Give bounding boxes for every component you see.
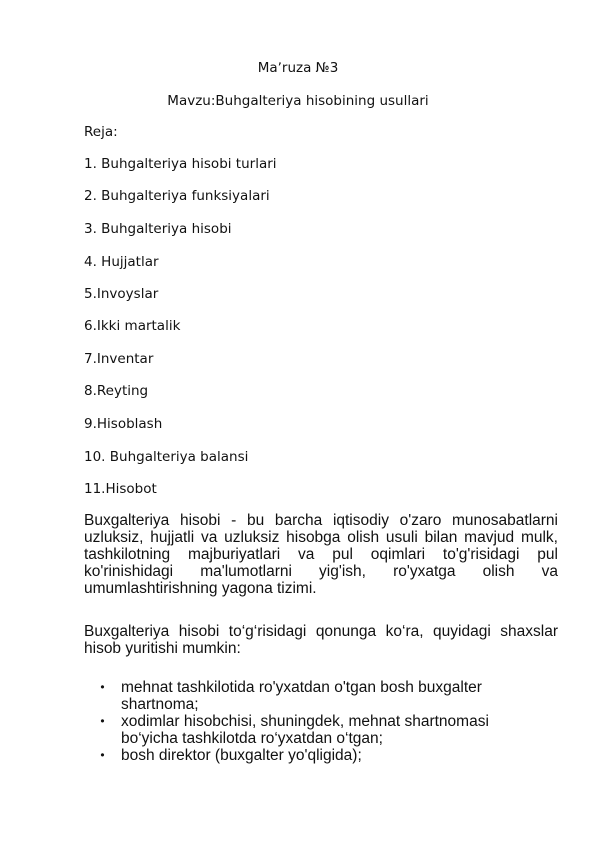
lecture-subject: Mavzu:Buhgalteriya hisobining usullari	[167, 93, 429, 109]
paragraph-line: hisob yuritishi mumkin:	[84, 640, 241, 657]
list-item-line: xodimlar hisobchisi, shuningdek, mehnat shartnomasi	[121, 713, 489, 730]
lecture-title: Maʼruza №3	[257, 60, 339, 76]
definition-paragraph	[84, 512, 558, 597]
bullet-list	[84, 679, 558, 764]
plan-item: 2. Buhgalteriya funksiyalari	[84, 188, 270, 204]
plan-item: 9.Hisoblash	[84, 416, 163, 432]
bullet-icon: •	[100, 748, 105, 762]
list-item-line: bosh direktor (buxgalter yo'qligida);	[121, 747, 362, 764]
list-item-line: shartnoma;	[121, 696, 199, 713]
list-item-line: mehnat tashkilotida ro'yxatdan o'tgan bosh buxgalter	[121, 679, 482, 696]
plan-heading: Reja:	[84, 124, 118, 140]
list-item	[84, 679, 558, 713]
plan-item: 6.Ikki martalik	[84, 318, 181, 334]
plan-item: 5.Invoyslar	[84, 286, 159, 302]
paragraph-line: ko'rinishidagi ma'lumotlarni yig'ish, ro'yxatga olish va	[84, 563, 558, 580]
list-item-line: bo‘yicha tashkilotda ro‘yxatdan o‘tgan;	[121, 730, 383, 747]
plan-item: 8.Reyting	[84, 383, 149, 399]
paragraph-line: tashkilotning majburiyatlari va pul oqimlari to'g'risidagi pul	[84, 546, 558, 563]
bullet-icon: •	[100, 714, 105, 728]
plan-item: 7.Inventar	[84, 351, 154, 367]
law-paragraph	[84, 623, 558, 657]
paragraph-line: Buxgalteriya hisobi to‘g‘risidagi qonunga ko‘ra, quyidagi shaxslar	[84, 623, 558, 640]
list-item	[84, 713, 558, 747]
bullet-icon: •	[100, 680, 105, 694]
paragraph-line: Buxgalteriya hisobi - bu barcha iqtisodiy o'zaro munosabatlarni	[84, 512, 558, 529]
list-item	[84, 747, 558, 764]
plan-item: 3. Buhgalteriya hisobi	[84, 221, 232, 237]
plan-item: 11.Hisobot	[84, 481, 157, 497]
plan-item: 1. Buhgalteriya hisobi turlari	[84, 156, 277, 172]
paragraph-line: uzluksiz, hujjatli va uzluksiz hisobga olish usuli bilan mavjud mulk,	[84, 529, 558, 546]
plan-item: 10. Buhgalteriya balansi	[84, 449, 249, 465]
plan-item: 4. Hujjatlar	[84, 254, 159, 270]
paragraph-line: umumlashtirishning yagona tizimi.	[84, 580, 317, 597]
